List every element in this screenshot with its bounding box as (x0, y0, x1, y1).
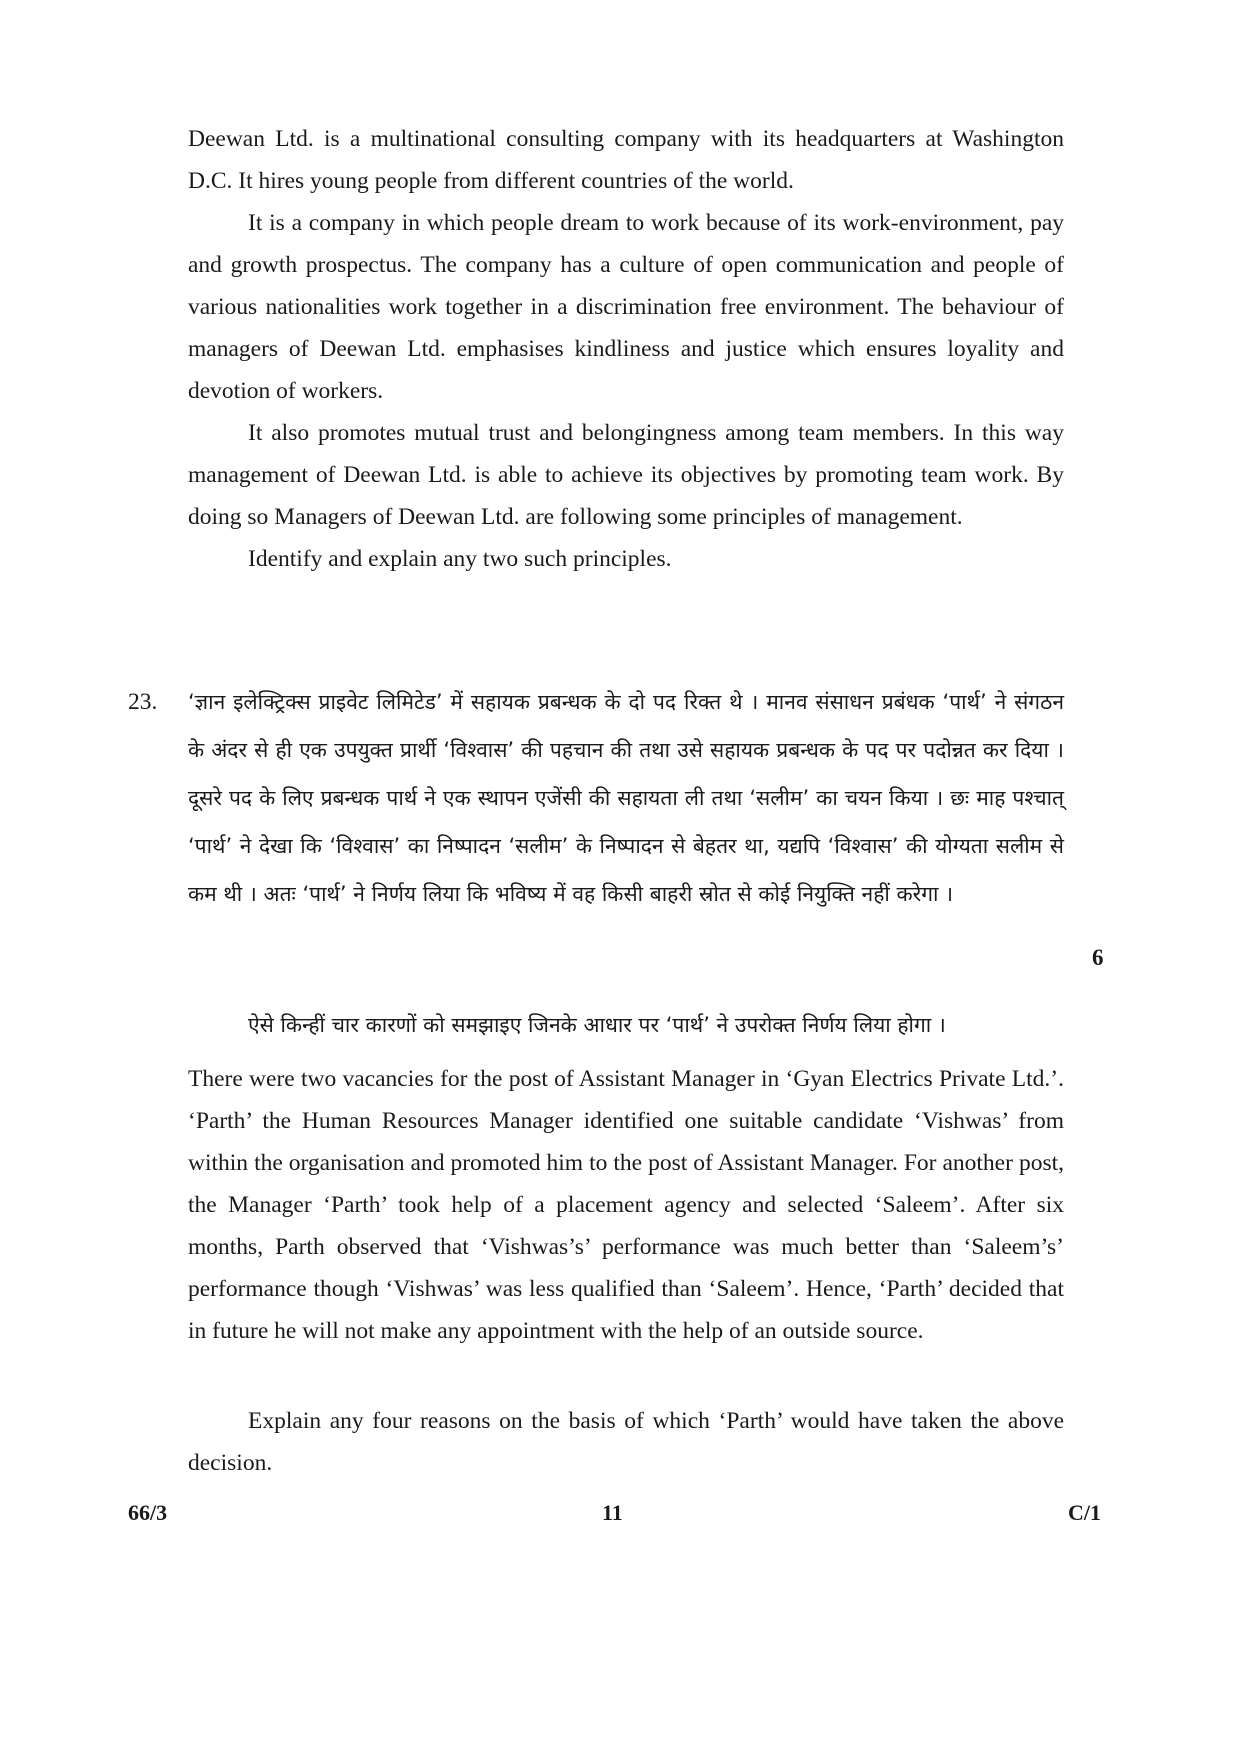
intro-question: Identify and explain any two such principles. (248, 546, 672, 572)
question-23-hindi-passage: ‘ज्ञान इलेक्ट्रिक्स प्राइवेट लिमिटेड’ में सहायक प्रबन्धक के दो पद रिक्त थे । मानव संसाधन प्रबंधक ‘पार्थ’ ने संगठन के अंदर से ही एक उपयुक्त प्रार्थी ‘विश्वास’ की पहचान की तथा उसे सहायक प्रबन्धक के पद पर पदोन्नत कर दिया । दूसरे पद के लिए प्रबन्धक पार्थ ने एक स्थापन एजेंसी की सहायता ली तथा ‘सलीम’ का चयन किया । छः माह पश्चात् ‘पार्थ’ ने देखा कि ‘विश्वास’ का निष्पादन ‘सलीम’ के निष्पादन से बेहतर था, यद्यपि ‘विश्वास’ की योग्यता सलीम से कम थी । अतः ‘पार्थ’ ने निर्णय लिया कि भविष्य में वह किसी बाहरी स्रोत से कोई नियुक्ति नहीं करेगा । (188, 690, 1064, 906)
question-23-english-prompt: Explain any four reasons on the basis of which ‘Parth’ would have taken the above decision. (188, 1408, 1064, 1476)
question-23-english-passage: There were two vacancies for the post of Assistant Manager in ‘Gyan Electrics Private Ltd.’. ‘Parth’ the Human Resources Manager identified one suitable candidate ‘Vishwas’ from within the organisation and promoted him to the post of Assistant Manager. For another post, the Manager ‘Parth’ took help of a placement agency and selected ‘Saleem’. After six months, Parth observed that ‘Vishwas’s’ performance was much better than ‘Saleem’s’ performance though ‘Vishwas’ was less qualified than ‘Saleem’. Hence, ‘Parth’ decided that in future he will not make any appointment with the help of an outside source. (188, 1066, 1064, 1344)
set-code: C/1 (1068, 1500, 1101, 1525)
page-number: 11 (602, 1500, 623, 1525)
question-number: 23. (128, 689, 158, 715)
question-23-hindi-prompt: ऐसे किन्हीं चार कारणों को समझाइए जिनके आधार पर ‘पार्थ’ ने उपरोक्त निर्णय लिया होगा । (248, 1013, 946, 1037)
intro-paragraph-2: It is a company in which people dream to work because of its work-environment, pay and growth prospectus. The company has a culture of open communication and people of various nationalities work together in a discrimination free environment. The behaviour of managers of Deewan Ltd. emphasises kindliness and justice which ensures loyality and devotion of workers. (188, 210, 1064, 404)
intro-paragraph-3: It also promotes mutual trust and belongingness among team members. In this way management of Deewan Ltd. is able to achieve its objectives by promoting team work. By doing so Managers of Deewan Ltd. are following some principles of management. (188, 420, 1064, 530)
intro-paragraph-1: Deewan Ltd. is a multinational consulting company with its headquarters at Washington D.C. It hires young people from different countries of the world. (188, 126, 1064, 194)
paper-code: 66/3 (128, 1500, 168, 1525)
question-22-passage (188, 118, 1064, 580)
question-marks: 6 (1092, 945, 1104, 970)
